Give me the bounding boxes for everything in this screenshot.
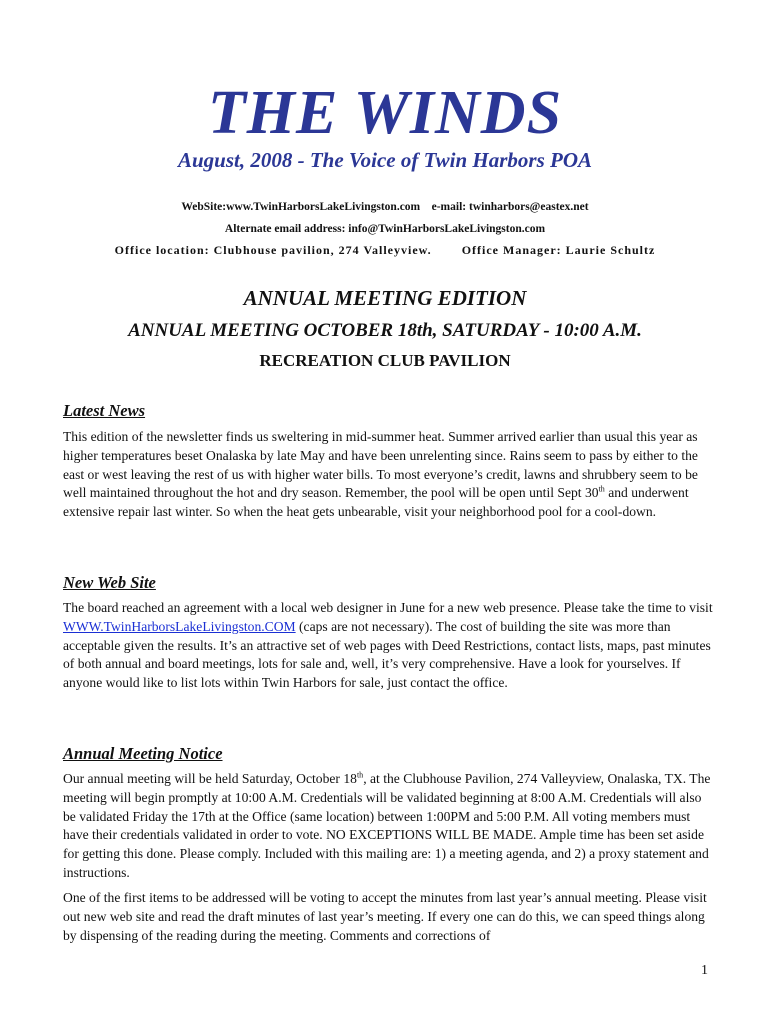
latest-news-text-a: This edition of the newsletter finds us sweltering in mid-summer heat. Summer arrived earlier than usual this year as higher temperatures beset Onalaska by late May and have been unrelenting since. Rains seem to pass by either to the east or west leaving the rest of us with higher water bills. To most everyone’s credit, lawns and shrubbery seem to be well maintained throughout the hot and dry season. Remember, the pool will be open until Sept 30 <box>63 429 698 501</box>
new-web-site-text-b: (caps are not necessary). The cost of building the site was more than acceptable given the results. It’s an attractive set of web pages with Deed Restrictions, contact lists, maps, past minutes of both annual and board meetings, lots for sale and, well, it’s very comprehensive. Have a look for yourselves. If anyone would like to list lots within Twin Harbors for sale, just contact the office. <box>63 618 711 691</box>
email-text: e-mail: twinharbors@eastex.net <box>431 201 589 213</box>
newsletter-subtitle: August, 2008 - The Voice of Twin Harbors POA <box>177 148 592 172</box>
newsletter-title: THE WINDS <box>207 79 563 147</box>
annual-meeting-text-b: , at the Clubhouse Pavilion, 274 Valleyview, Onalaska, TX. The meeting will begin promptly at 10:00 A.M. Credentials will be validated beginning at 8:00 A.M. Credentials will also be validated Friday the 17th at the Office (same location) between 1:00PM and 5:00 P.M. All voting members must have their credentials validated in order to vote. NO EXCEPTIONS WILL BE MADE. Ample time has been set aside for getting this done. Please comply. Included with this mailing are: 1) a meeting agenda, and 2) a proxy statement and instructions. <box>63 771 711 880</box>
heading-latest-news: Latest News <box>63 401 146 420</box>
latest-news-paragraph <box>63 428 713 522</box>
office-manager: Office Manager: Laurie Schultz <box>461 243 656 257</box>
annual-meeting-paragraph-2: One of the first items to be addressed will be voting to accept the minutes from last year’s annual meeting. Please visit out new web site and read the draft minutes of last year’s meeting. If every one can do this, we can speed things along by dispensing of the reading during the meeting. Comments and corrections of <box>63 890 707 943</box>
latest-news-superscript: th <box>598 484 605 494</box>
latest-news-text-b: and underwent extensive repair last winter. So when the heat gets unbearable, visit your neighborhood pool for a cool-down. <box>63 485 689 520</box>
new-web-site-paragraph <box>63 599 713 693</box>
new-web-site-text-a: The board reached an agreement with a local web designer in June for a new web presence. Please take the time to visit <box>63 600 713 615</box>
heading-annual-meeting-notice: Annual Meeting Notice <box>63 744 223 763</box>
heading-new-web-site: New Web Site <box>63 573 156 592</box>
meeting-venue: RECREATION CLUB PAVILION <box>259 351 511 370</box>
annual-meeting-text-a: Our annual meeting will be held Saturday, October 18 <box>63 771 357 786</box>
office-info-line <box>0 242 770 258</box>
meeting-date-time: ANNUAL MEETING OCTOBER 18th, SATURDAY - 10:00 A.M. <box>128 320 642 341</box>
page-number: 1 <box>701 963 708 978</box>
office-location: Office location: Clubhouse pavilion, 274 Valleyview. <box>114 243 432 257</box>
annual-meeting-paragraph-1 <box>63 770 713 883</box>
website-link[interactable]: WWW.TwinHarborsLakeLivingston.COM <box>63 618 296 634</box>
annual-meeting-superscript: th <box>356 770 364 780</box>
website-text: WebSite:www.TwinHarborsLakeLivingston.com <box>181 201 421 213</box>
edition-title: ANNUAL MEETING EDITION <box>243 286 527 310</box>
contact-line-website-email <box>0 199 770 215</box>
alternate-email-line: Alternate email address: info@TwinHarborsLakeLivingston.com <box>224 223 546 235</box>
